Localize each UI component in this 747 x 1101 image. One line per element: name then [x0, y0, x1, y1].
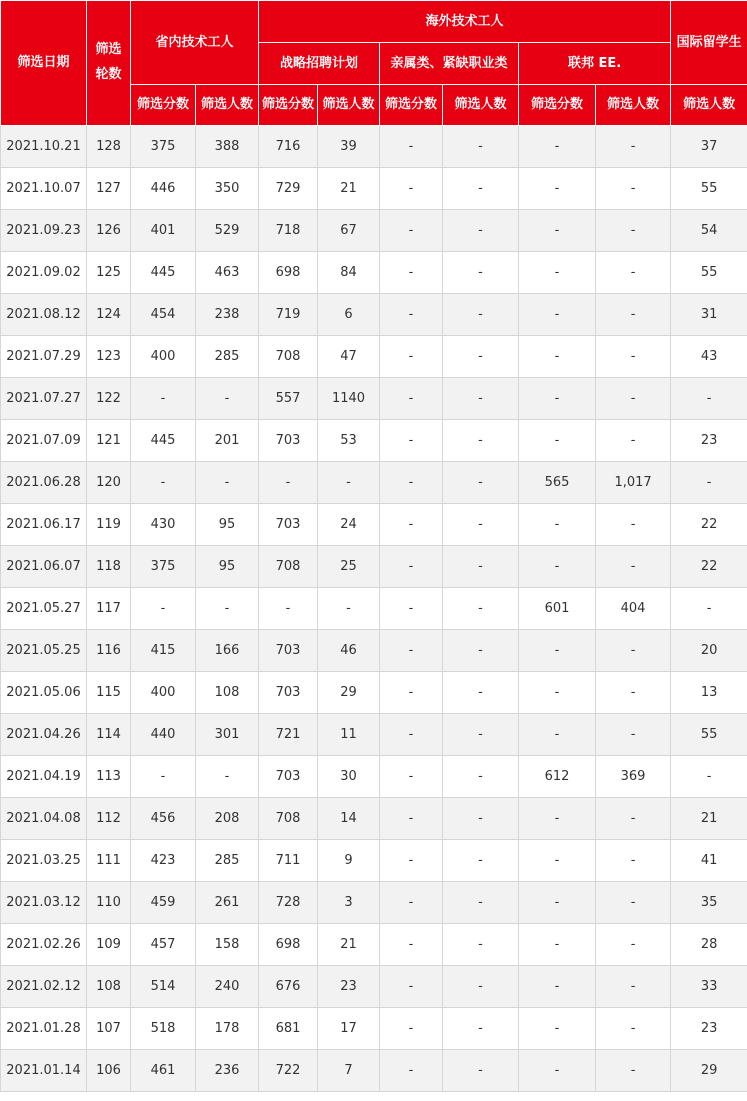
table-cell: - — [519, 882, 596, 924]
table-cell: 14 — [318, 798, 380, 840]
table-cell: 117 — [87, 588, 131, 630]
table-cell: - — [443, 336, 519, 378]
table-cell: - — [380, 588, 443, 630]
table-cell: - — [519, 126, 596, 168]
table-cell: 375 — [131, 546, 196, 588]
header-international-students: 国际留学生 — [671, 1, 747, 85]
table-cell: - — [519, 378, 596, 420]
table-cell: 112 — [87, 798, 131, 840]
table-cell: - — [131, 756, 196, 798]
table-cell: 107 — [87, 1008, 131, 1050]
table-cell: - — [380, 882, 443, 924]
table-cell: - — [596, 210, 671, 252]
table-cell: - — [671, 462, 747, 504]
table-cell: 22 — [671, 546, 747, 588]
table-cell: 461 — [131, 1050, 196, 1092]
table-cell: - — [380, 336, 443, 378]
table-row — [1, 126, 747, 168]
table-cell: - — [519, 630, 596, 672]
table-cell: - — [443, 1050, 519, 1092]
table-cell: 703 — [259, 756, 318, 798]
table-cell: - — [519, 966, 596, 1008]
table-cell: - — [380, 252, 443, 294]
table-cell: - — [519, 336, 596, 378]
table-cell: - — [443, 756, 519, 798]
table-cell: 21 — [318, 168, 380, 210]
table-row — [1, 294, 747, 336]
table-cell: 718 — [259, 210, 318, 252]
table-cell: 37 — [671, 126, 747, 168]
table-cell: 158 — [196, 924, 259, 966]
table-cell: - — [380, 504, 443, 546]
table-cell: - — [380, 966, 443, 1008]
table-cell: 110 — [87, 882, 131, 924]
table-row — [1, 336, 747, 378]
table-cell: 28 — [671, 924, 747, 966]
table-cell: 47 — [318, 336, 380, 378]
table-cell: - — [318, 462, 380, 504]
table-cell: 55 — [671, 252, 747, 294]
table-cell: - — [519, 168, 596, 210]
header-federal-ee: 联邦 EE. — [519, 43, 671, 85]
table-cell: - — [596, 1008, 671, 1050]
table-cell: - — [443, 672, 519, 714]
table-cell: 67 — [318, 210, 380, 252]
table-body — [1, 126, 747, 1092]
table-cell: - — [443, 252, 519, 294]
table-cell: 440 — [131, 714, 196, 756]
table-cell: - — [519, 1050, 596, 1092]
table-cell: 2021.06.17 — [1, 504, 87, 546]
table-cell: - — [596, 126, 671, 168]
table-cell: 430 — [131, 504, 196, 546]
table-cell: - — [196, 588, 259, 630]
table-cell: 518 — [131, 1008, 196, 1050]
table-cell: - — [380, 756, 443, 798]
table-row — [1, 588, 747, 630]
table-cell: 404 — [596, 588, 671, 630]
table-cell: 703 — [259, 504, 318, 546]
table-row — [1, 1008, 747, 1050]
table-cell: - — [259, 588, 318, 630]
header-score: 筛选分数 — [519, 85, 596, 126]
table-cell: - — [596, 798, 671, 840]
table-cell: - — [443, 210, 519, 252]
table-cell: 13 — [671, 672, 747, 714]
table-cell: - — [596, 1050, 671, 1092]
table-cell: 698 — [259, 252, 318, 294]
table-cell: - — [380, 840, 443, 882]
table-cell: 711 — [259, 840, 318, 882]
table-cell: - — [380, 924, 443, 966]
table-cell: - — [380, 798, 443, 840]
header-round — [87, 1, 131, 126]
table-cell: 118 — [87, 546, 131, 588]
table-cell: - — [380, 630, 443, 672]
table-cell: - — [443, 966, 519, 1008]
table-cell: 285 — [196, 840, 259, 882]
table-cell: - — [519, 714, 596, 756]
table-cell: - — [443, 504, 519, 546]
table-row — [1, 798, 747, 840]
header-count: 筛选人数 — [596, 85, 671, 126]
table-row — [1, 924, 747, 966]
table-cell: 703 — [259, 672, 318, 714]
table-cell: 2021.01.28 — [1, 1008, 87, 1050]
table-row — [1, 630, 747, 672]
table-cell: 2021.08.12 — [1, 294, 87, 336]
table-cell: - — [519, 294, 596, 336]
table-cell: - — [519, 1008, 596, 1050]
table-cell: - — [519, 798, 596, 840]
table-row — [1, 420, 747, 462]
table-cell: 30 — [318, 756, 380, 798]
table-cell: 2021.07.29 — [1, 336, 87, 378]
table-cell: - — [596, 168, 671, 210]
table-cell: 2021.10.07 — [1, 168, 87, 210]
table-cell: 20 — [671, 630, 747, 672]
table-cell: 121 — [87, 420, 131, 462]
table-cell: 529 — [196, 210, 259, 252]
table-cell: 23 — [671, 420, 747, 462]
table-cell: 2021.04.19 — [1, 756, 87, 798]
table-cell: 108 — [196, 672, 259, 714]
header-family-shortage: 亲属类、紧缺职业类 — [380, 43, 519, 85]
table-cell: - — [443, 168, 519, 210]
table-cell: 2021.09.02 — [1, 252, 87, 294]
table-row — [1, 672, 747, 714]
table-cell: - — [671, 756, 747, 798]
table-cell: - — [443, 294, 519, 336]
table-cell: 2021.09.23 — [1, 210, 87, 252]
table-cell: 109 — [87, 924, 131, 966]
table-cell: 113 — [87, 756, 131, 798]
table-cell: 400 — [131, 336, 196, 378]
table-cell: - — [519, 420, 596, 462]
header-count: 筛选人数 — [671, 85, 747, 126]
table-cell: - — [443, 462, 519, 504]
table-cell: 2021.04.08 — [1, 798, 87, 840]
table-cell: 703 — [259, 630, 318, 672]
table-cell: - — [380, 714, 443, 756]
table-cell: 17 — [318, 1008, 380, 1050]
table-cell: - — [380, 420, 443, 462]
table-cell: - — [443, 588, 519, 630]
table-cell: 25 — [318, 546, 380, 588]
table-cell: 676 — [259, 966, 318, 1008]
table-cell: - — [131, 462, 196, 504]
table-cell: 46 — [318, 630, 380, 672]
table-cell: 2021.06.28 — [1, 462, 87, 504]
table-cell: 721 — [259, 714, 318, 756]
table-cell: - — [596, 966, 671, 1008]
table-cell: - — [443, 546, 519, 588]
table-cell: 95 — [196, 546, 259, 588]
table-cell: - — [519, 210, 596, 252]
table-cell: - — [443, 882, 519, 924]
table-cell: - — [380, 126, 443, 168]
table-cell: 43 — [671, 336, 747, 378]
table-cell: 2021.05.06 — [1, 672, 87, 714]
table-cell: - — [318, 588, 380, 630]
table-cell: - — [380, 210, 443, 252]
table-cell: 236 — [196, 1050, 259, 1092]
table-cell: 463 — [196, 252, 259, 294]
table-cell: - — [196, 378, 259, 420]
table-cell: - — [131, 588, 196, 630]
table-cell: - — [196, 462, 259, 504]
table-cell: 612 — [519, 756, 596, 798]
table-cell: - — [596, 882, 671, 924]
table-cell: 124 — [87, 294, 131, 336]
table-cell: 41 — [671, 840, 747, 882]
table-cell: - — [596, 252, 671, 294]
table-cell: 95 — [196, 504, 259, 546]
table-cell: - — [596, 420, 671, 462]
table-cell: 729 — [259, 168, 318, 210]
table-cell: - — [519, 672, 596, 714]
header-strategic-recruitment: 战略招聘计划 — [259, 43, 380, 85]
table-cell: 23 — [671, 1008, 747, 1050]
table-cell: - — [380, 168, 443, 210]
table-cell: 1140 — [318, 378, 380, 420]
table-cell: - — [443, 798, 519, 840]
table-cell: 719 — [259, 294, 318, 336]
table-cell: 2021.04.26 — [1, 714, 87, 756]
table-cell: 369 — [596, 756, 671, 798]
table-cell: - — [596, 378, 671, 420]
table-cell: 21 — [318, 924, 380, 966]
table-cell: 456 — [131, 798, 196, 840]
table-cell: 708 — [259, 798, 318, 840]
table-cell: - — [131, 378, 196, 420]
table-cell: - — [596, 504, 671, 546]
table-cell: 120 — [87, 462, 131, 504]
table-cell: - — [519, 924, 596, 966]
table-cell: 445 — [131, 252, 196, 294]
header-score: 筛选分数 — [380, 85, 443, 126]
table-cell: 240 — [196, 966, 259, 1008]
table-cell: 728 — [259, 882, 318, 924]
table-cell: 178 — [196, 1008, 259, 1050]
table-cell: - — [380, 462, 443, 504]
table-cell: 33 — [671, 966, 747, 1008]
table-row — [1, 714, 747, 756]
table-cell: - — [519, 840, 596, 882]
header-score: 筛选分数 — [259, 85, 318, 126]
table-cell: 123 — [87, 336, 131, 378]
table-cell: 7 — [318, 1050, 380, 1092]
table-cell: 122 — [87, 378, 131, 420]
table-cell: 166 — [196, 630, 259, 672]
table-cell: 565 — [519, 462, 596, 504]
table-cell: - — [596, 546, 671, 588]
table-cell: - — [519, 546, 596, 588]
table-row — [1, 252, 747, 294]
table-cell: - — [380, 1050, 443, 1092]
table-cell: 39 — [318, 126, 380, 168]
table-cell: 2021.05.25 — [1, 630, 87, 672]
table-cell: 2021.02.12 — [1, 966, 87, 1008]
table-cell: - — [596, 840, 671, 882]
table-cell: 31 — [671, 294, 747, 336]
table-cell: 3 — [318, 882, 380, 924]
table-cell: - — [596, 924, 671, 966]
header-count: 筛选人数 — [196, 85, 259, 126]
table-cell: 722 — [259, 1050, 318, 1092]
table-cell: 401 — [131, 210, 196, 252]
table-cell: 208 — [196, 798, 259, 840]
table-cell: - — [443, 420, 519, 462]
table-cell: - — [380, 294, 443, 336]
table-cell: - — [671, 378, 747, 420]
table-cell: 126 — [87, 210, 131, 252]
table-cell: 285 — [196, 336, 259, 378]
table-cell: 716 — [259, 126, 318, 168]
table-cell: 301 — [196, 714, 259, 756]
header-count: 筛选人数 — [443, 85, 519, 126]
table-cell: 53 — [318, 420, 380, 462]
table-cell: 114 — [87, 714, 131, 756]
table-cell: 108 — [87, 966, 131, 1008]
header-overseas: 海外技术工人 — [259, 1, 671, 43]
table-row — [1, 966, 747, 1008]
table-row — [1, 378, 747, 420]
table-cell: 423 — [131, 840, 196, 882]
table-cell: 106 — [87, 1050, 131, 1092]
table-cell: - — [671, 588, 747, 630]
table-cell: 2021.07.09 — [1, 420, 87, 462]
table-cell: - — [443, 840, 519, 882]
table-cell: - — [519, 504, 596, 546]
table-cell: - — [380, 672, 443, 714]
table-cell: 54 — [671, 210, 747, 252]
table-cell: 350 — [196, 168, 259, 210]
table-cell: 11 — [318, 714, 380, 756]
table-cell: 2021.06.07 — [1, 546, 87, 588]
table-cell: 703 — [259, 420, 318, 462]
table-cell: 238 — [196, 294, 259, 336]
table-cell: 9 — [318, 840, 380, 882]
table-row — [1, 168, 747, 210]
table-header — [1, 1, 747, 126]
table-cell: 1,017 — [596, 462, 671, 504]
table-cell: 116 — [87, 630, 131, 672]
table-cell: 459 — [131, 882, 196, 924]
table-cell: - — [443, 924, 519, 966]
table-cell: - — [443, 714, 519, 756]
table-row — [1, 882, 747, 924]
table-cell: 457 — [131, 924, 196, 966]
table-cell: - — [596, 336, 671, 378]
table-row — [1, 546, 747, 588]
table-cell: - — [596, 714, 671, 756]
table-cell: 375 — [131, 126, 196, 168]
table-cell: 708 — [259, 546, 318, 588]
table-row — [1, 462, 747, 504]
table-cell: - — [443, 1008, 519, 1050]
table-cell: 514 — [131, 966, 196, 1008]
table-row — [1, 840, 747, 882]
table-cell: 23 — [318, 966, 380, 1008]
table-cell: 388 — [196, 126, 259, 168]
table-cell: - — [596, 630, 671, 672]
header-date: 筛选日期 — [1, 1, 87, 126]
table-cell: - — [380, 546, 443, 588]
table-cell: 35 — [671, 882, 747, 924]
table-cell: - — [380, 378, 443, 420]
table-cell: 445 — [131, 420, 196, 462]
table-cell: 681 — [259, 1008, 318, 1050]
table-cell: - — [596, 294, 671, 336]
header-provincial: 省内技术工人 — [131, 1, 259, 85]
table-row — [1, 756, 747, 798]
table-cell: 115 — [87, 672, 131, 714]
header-count: 筛选人数 — [318, 85, 380, 126]
table-cell: 698 — [259, 924, 318, 966]
header-score: 筛选分数 — [131, 85, 196, 126]
table-cell: 55 — [671, 168, 747, 210]
table-cell: 2021.02.26 — [1, 924, 87, 966]
table-cell: 400 — [131, 672, 196, 714]
table-cell: 55 — [671, 714, 747, 756]
table-cell: 708 — [259, 336, 318, 378]
table-cell: 125 — [87, 252, 131, 294]
table-cell: 24 — [318, 504, 380, 546]
table-cell: - — [443, 126, 519, 168]
table-cell: 446 — [131, 168, 196, 210]
table-cell: 29 — [671, 1050, 747, 1092]
table-cell: - — [259, 462, 318, 504]
table-cell: 127 — [87, 168, 131, 210]
table-cell: 601 — [519, 588, 596, 630]
table-row — [1, 210, 747, 252]
table-cell: 119 — [87, 504, 131, 546]
table-cell: 415 — [131, 630, 196, 672]
table-cell: 6 — [318, 294, 380, 336]
table-cell: 2021.03.12 — [1, 882, 87, 924]
table-cell: 128 — [87, 126, 131, 168]
table-row — [1, 1050, 747, 1092]
table-cell: - — [519, 252, 596, 294]
table-cell: 84 — [318, 252, 380, 294]
table-cell: 22 — [671, 504, 747, 546]
table-cell: 454 — [131, 294, 196, 336]
table-row — [1, 504, 747, 546]
table-cell: 2021.03.25 — [1, 840, 87, 882]
table-cell: 2021.01.14 — [1, 1050, 87, 1092]
table-cell: 29 — [318, 672, 380, 714]
table-cell: - — [196, 756, 259, 798]
table-cell: - — [380, 1008, 443, 1050]
table-cell: 111 — [87, 840, 131, 882]
table-cell: 2021.05.27 — [1, 588, 87, 630]
table-cell: 557 — [259, 378, 318, 420]
table-cell: 2021.10.21 — [1, 126, 87, 168]
table-cell: 261 — [196, 882, 259, 924]
table-cell: - — [443, 630, 519, 672]
table-cell: 21 — [671, 798, 747, 840]
table-cell: 201 — [196, 420, 259, 462]
table-cell: - — [596, 672, 671, 714]
table-cell: - — [443, 378, 519, 420]
table-cell: 2021.07.27 — [1, 378, 87, 420]
header-round-label: 筛选轮数 — [95, 42, 122, 82]
